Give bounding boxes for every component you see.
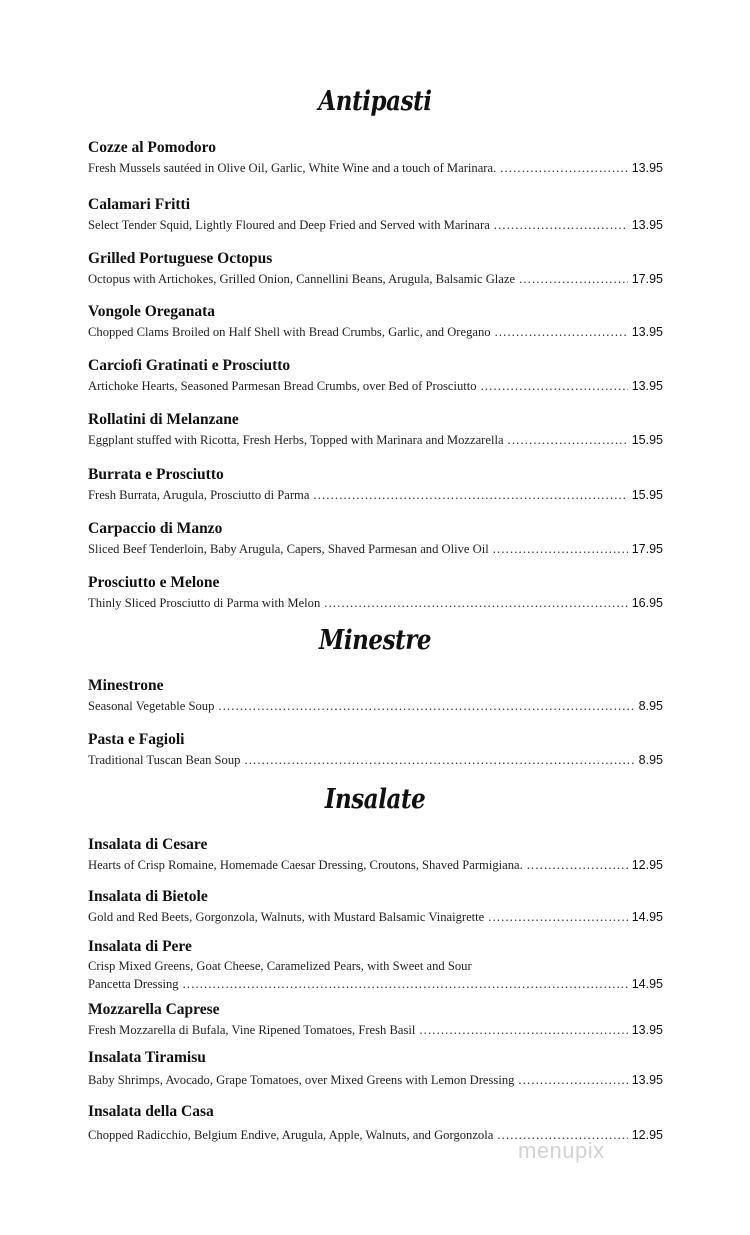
section-title-antipasti: Antipasti bbox=[318, 86, 432, 117]
section-title-insalate: Insalate bbox=[324, 784, 426, 815]
item-name: Grilled Portuguese Octopus bbox=[88, 250, 273, 267]
item-price: 13.95 bbox=[631, 161, 663, 175]
dot-leader bbox=[500, 159, 627, 177]
item-name: Vongole Oreganata bbox=[88, 303, 216, 320]
item-description: Seasonal Vegetable Soup bbox=[88, 699, 215, 713]
item-name: Calamari Fritti bbox=[88, 196, 191, 213]
item-price: 15.95 bbox=[631, 433, 663, 447]
menu-item bbox=[88, 937, 663, 993]
menu-item bbox=[88, 1000, 663, 1039]
item-price: 8.95 bbox=[638, 699, 663, 713]
item-description: Eggplant stuffed with Ricotta, Fresh Herbs, Topped with Marinara and Mozzarella bbox=[88, 433, 504, 447]
item-description: Thinly Sliced Prosciutto di Parma with Melon bbox=[88, 596, 321, 610]
menu-item bbox=[88, 519, 663, 558]
item-price: 13.95 bbox=[631, 325, 663, 339]
dot-leader bbox=[419, 1021, 627, 1039]
item-name: Insalata di Pere bbox=[88, 938, 192, 955]
item-description: Select Tender Squid, Lightly Floured and Deep Fried and Served with Marinara bbox=[88, 218, 490, 232]
item-name: Prosciutto e Melone bbox=[88, 574, 220, 591]
item-name: Insalata di Bietole bbox=[88, 888, 208, 905]
item-name: Minestrone bbox=[88, 677, 164, 694]
item-description: Pancetta Dressing bbox=[88, 977, 179, 991]
item-price: 13.95 bbox=[631, 1073, 663, 1087]
menu-item bbox=[88, 195, 663, 234]
menu-item bbox=[88, 356, 663, 395]
item-price: 12.95 bbox=[631, 1128, 663, 1142]
item-price: 13.95 bbox=[631, 379, 663, 393]
dot-leader bbox=[313, 486, 627, 504]
dot-leader bbox=[244, 751, 634, 769]
item-price: 17.95 bbox=[631, 542, 663, 556]
item-name: Insalata di Cesare bbox=[88, 836, 208, 853]
menu-item bbox=[88, 573, 663, 612]
menu-item bbox=[88, 730, 663, 769]
menu-item bbox=[88, 887, 663, 926]
item-description: Sliced Beef Tenderloin, Baby Arugula, Capers, Shaved Parmesan and Olive Oil bbox=[88, 542, 489, 556]
item-description: Fresh Mozzarella di Bufala, Vine Ripened Tomatoes, Fresh Basil bbox=[88, 1023, 416, 1037]
item-description-line1: Crisp Mixed Greens, Goat Cheese, Caramelized Pears, with Sweet and Sour bbox=[88, 959, 472, 973]
item-name: Insalata della Casa bbox=[88, 1103, 214, 1120]
menu-item bbox=[88, 1048, 663, 1089]
dot-leader bbox=[494, 216, 628, 234]
item-description: Octopus with Artichokes, Grilled Onion, Cannellini Beans, Arugula, Balsamic Glaze bbox=[88, 272, 516, 286]
item-price: 8.95 bbox=[638, 753, 663, 767]
dot-leader bbox=[508, 431, 628, 449]
item-description: Chopped Clams Broiled on Half Shell with Bread Crumbs, Garlic, and Oregano bbox=[88, 325, 491, 339]
menu-item bbox=[88, 302, 663, 341]
menu-item bbox=[88, 410, 663, 449]
dot-leader bbox=[518, 1071, 627, 1089]
item-price: 14.95 bbox=[631, 910, 663, 924]
dot-leader bbox=[493, 540, 628, 558]
watermark-logo: menupix bbox=[518, 1138, 605, 1163]
menu-item bbox=[88, 676, 663, 715]
menu-item bbox=[88, 465, 663, 504]
dot-leader bbox=[527, 856, 628, 874]
item-price: 14.95 bbox=[631, 977, 663, 991]
item-description: Baby Shrimps, Avocado, Grape Tomatoes, over Mixed Greens with Lemon Dressing bbox=[88, 1073, 515, 1087]
item-description: Fresh Burrata, Arugula, Prosciutto di Parma bbox=[88, 488, 310, 502]
dot-leader bbox=[183, 975, 628, 993]
item-name: Insalata Tiramisu bbox=[88, 1049, 206, 1066]
dot-leader bbox=[488, 908, 627, 926]
item-price: 13.95 bbox=[631, 1023, 663, 1037]
item-price: 13.95 bbox=[631, 218, 663, 232]
dot-leader bbox=[218, 697, 634, 715]
item-description: Traditional Tuscan Bean Soup bbox=[88, 753, 241, 767]
dot-leader bbox=[481, 377, 628, 395]
item-description: Fresh Mussels sautéed in Olive Oil, Garlic, White Wine and a touch of Marinara. bbox=[88, 161, 497, 175]
menu-item bbox=[88, 249, 663, 288]
item-name: Rollatini di Melanzane bbox=[88, 411, 239, 428]
item-description: Artichoke Hearts, Seasoned Parmesan Bread Crumbs, over Bed of Prosciutto bbox=[88, 379, 477, 393]
dot-leader bbox=[519, 270, 628, 288]
section-title-minestre: Minestre bbox=[318, 625, 432, 656]
item-price: 12.95 bbox=[631, 858, 663, 872]
menu-item bbox=[88, 138, 663, 177]
item-description: Chopped Radicchio, Belgium Endive, Arugula, Apple, Walnuts, and Gorgonzola bbox=[88, 1128, 494, 1142]
dot-leader bbox=[324, 594, 627, 612]
item-price: 15.95 bbox=[631, 488, 663, 502]
item-name: Carciofi Gratinati e Prosciutto bbox=[88, 357, 291, 374]
item-price: 17.95 bbox=[631, 272, 663, 286]
dot-leader bbox=[495, 323, 628, 341]
item-description: Gold and Red Beets, Gorgonzola, Walnuts, with Mustard Balsamic Vinaigrette bbox=[88, 910, 485, 924]
item-name: Carpaccio di Manzo bbox=[88, 520, 223, 537]
menu-item bbox=[88, 835, 663, 874]
item-name: Mozzarella Caprese bbox=[88, 1001, 220, 1018]
item-name: Burrata e Prosciutto bbox=[88, 466, 224, 483]
item-description: Hearts of Crisp Romaine, Homemade Caesar Dressing, Croutons, Shaved Parmigiana. bbox=[88, 858, 523, 872]
item-name: Pasta e Fagioli bbox=[88, 731, 185, 748]
item-price: 16.95 bbox=[631, 596, 663, 610]
item-name: Cozze al Pomodoro bbox=[88, 139, 216, 156]
